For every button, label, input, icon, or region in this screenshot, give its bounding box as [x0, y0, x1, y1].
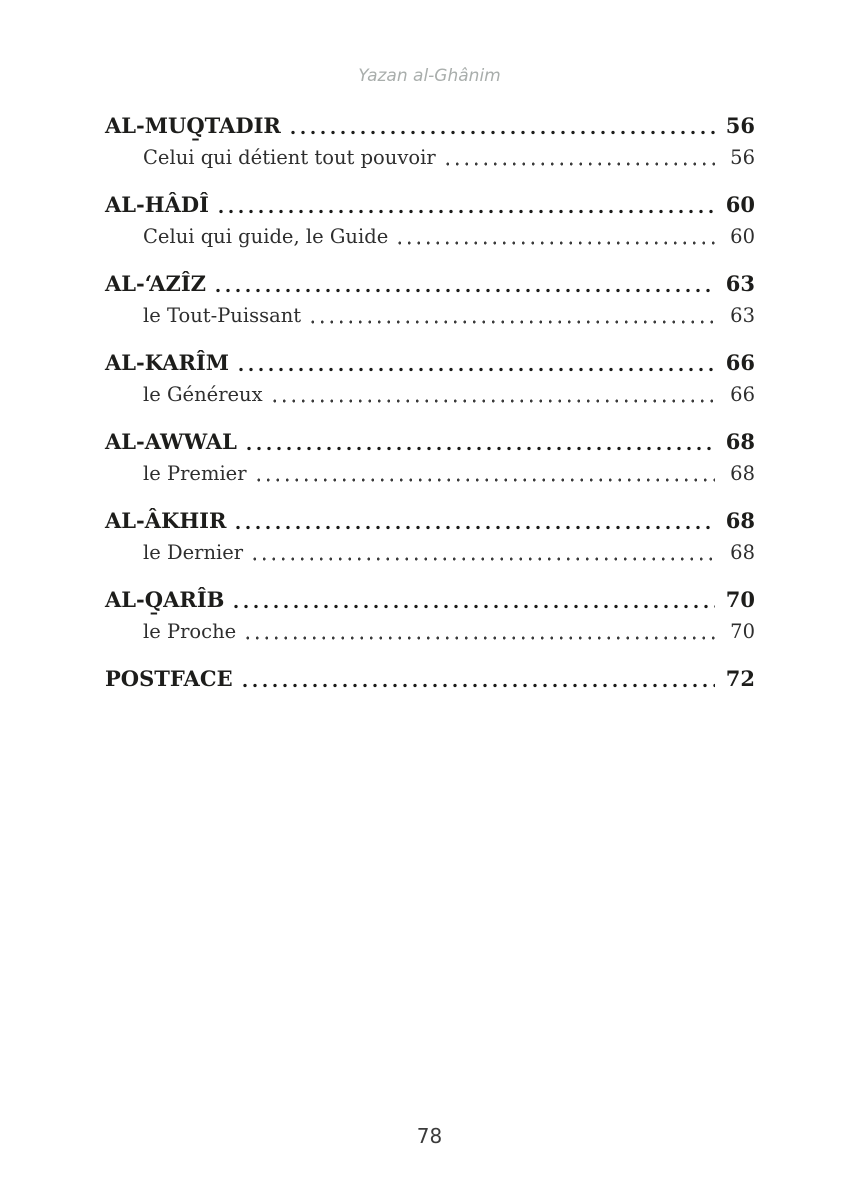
toc-entry-title-row	[105, 271, 755, 297]
toc-entry-subtitle-row	[105, 303, 755, 328]
dot-leader	[231, 604, 715, 609]
toc-entry-subtitle: le Généreux	[143, 383, 263, 406]
toc-entry-sub-page: 68	[730, 462, 755, 485]
toc-entry-page: 60	[725, 192, 755, 217]
toc-entry-title-row	[105, 429, 755, 455]
toc-entry-page: 68	[725, 508, 755, 533]
running-header: Yazan al-Ghânim	[358, 66, 501, 86]
dot-leader	[243, 636, 715, 640]
dot-leader	[216, 209, 715, 214]
toc-entry-subtitle: le Dernier	[143, 541, 244, 564]
dot-leader	[308, 320, 715, 324]
toc-entry	[105, 192, 755, 249]
toc-entry-title: AL-HÂDÎ	[105, 192, 209, 217]
toc-entry-subtitle: le Proche	[143, 620, 237, 643]
toc-entry	[105, 666, 755, 692]
dot-leader	[240, 683, 715, 688]
toc-entry-title-row	[105, 666, 755, 692]
toc-entry	[105, 271, 755, 328]
dot-leader	[395, 241, 715, 245]
toc-entry-page: 66	[725, 350, 755, 375]
toc-entry	[105, 350, 755, 407]
toc-entry-title: AL-ÂKHIR	[105, 508, 227, 533]
toc-entry	[105, 587, 755, 644]
dot-leader	[270, 399, 715, 403]
toc-entry-sub-page: 66	[730, 383, 755, 406]
toc-entry-title: AL-Q̱ARÎB	[105, 587, 225, 612]
page-number: 78	[416, 1124, 443, 1148]
toc-entry-title: POSTFACE	[105, 666, 233, 691]
toc-entry-subtitle: Celui qui détient tout pouvoir	[143, 146, 436, 169]
toc-entry-sub-page: 70	[730, 620, 755, 643]
toc-entry-title-row	[105, 113, 755, 139]
toc-entry-sub-page: 60	[730, 225, 755, 248]
toc-entry-subtitle-row	[105, 461, 755, 486]
toc-entry-sub-page: 68	[730, 541, 755, 564]
toc-entry-title: AL-AWWAL	[105, 429, 237, 454]
toc-entry-subtitle-row	[105, 224, 755, 249]
dot-leader	[244, 446, 715, 451]
toc-entry-title: AL-KARÎM	[105, 350, 229, 375]
dot-leader	[443, 162, 715, 166]
toc-entry-title: AL-‘AZÎZ	[105, 271, 206, 296]
toc-entry-page: 63	[725, 271, 755, 296]
toc-entry-page: 70	[725, 587, 755, 612]
toc-entry-subtitle-row	[105, 382, 755, 407]
dot-leader	[250, 557, 715, 561]
table-of-contents	[105, 113, 755, 692]
toc-entry-sub-page: 63	[730, 304, 755, 327]
toc-entry-title-row	[105, 508, 755, 534]
toc-entry-page: 68	[725, 429, 755, 454]
dot-leader	[213, 288, 715, 293]
toc-entry	[105, 508, 755, 565]
toc-entry-title: AL-MUQ̱TADIR	[105, 113, 281, 138]
toc-entry-subtitle: le Premier	[143, 462, 247, 485]
toc-entry-subtitle: le Tout-Puissant	[143, 304, 302, 327]
toc-entry-page: 56	[725, 113, 755, 138]
toc-entry-title-row	[105, 587, 755, 613]
dot-leader	[288, 130, 715, 135]
toc-entry-title-row	[105, 192, 755, 218]
toc-entry	[105, 429, 755, 486]
toc-entry-subtitle-row	[105, 619, 755, 644]
toc-entry-page: 72	[725, 666, 755, 691]
toc-entry-subtitle-row	[105, 540, 755, 565]
toc-entry-title-row	[105, 350, 755, 376]
toc-entry	[105, 113, 755, 170]
dot-leader	[254, 478, 715, 482]
toc-entry-sub-page: 56	[730, 146, 755, 169]
dot-leader	[233, 525, 715, 530]
dot-leader	[236, 367, 715, 372]
toc-entry-subtitle: Celui qui guide, le Guide	[143, 225, 389, 248]
toc-entry-subtitle-row	[105, 145, 755, 170]
